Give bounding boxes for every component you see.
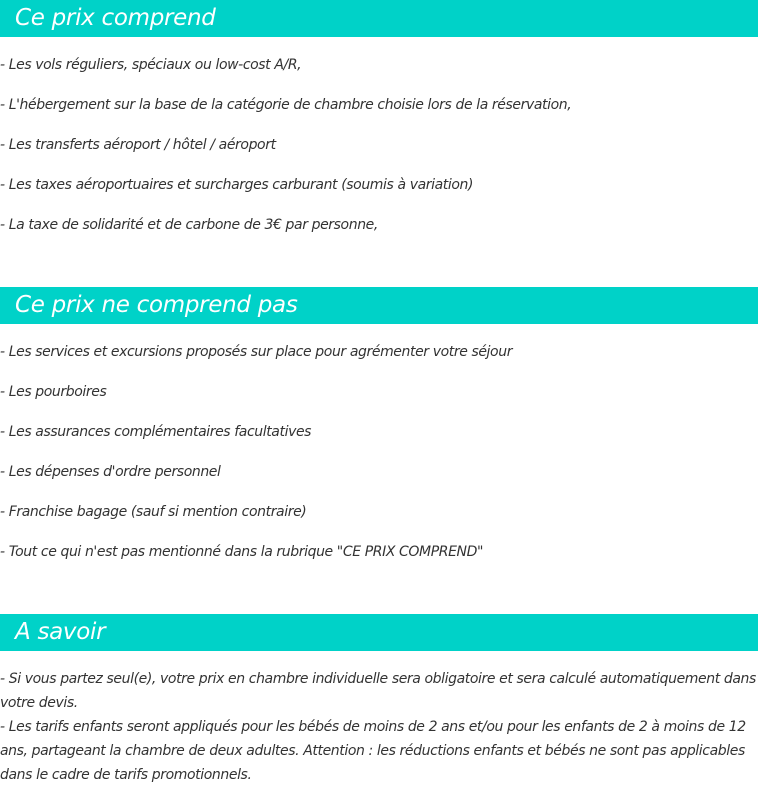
list-item: - Les vols réguliers, spéciaux ou low-cost A/R, bbox=[0, 57, 302, 73]
paragraph-single-traveler: - Si vous partez seul(e), votre prix en chambre individuelle sera obligatoire et sera calculé automatiquement dans votre devis. bbox=[0, 671, 756, 711]
list-item: - Les taxes aéroportuaires et surcharges carburant (soumis à variation) bbox=[0, 177, 474, 193]
list-item: - L'hébergement sur la base de la catégorie de chambre choisie lors de la réservation, bbox=[0, 97, 572, 113]
paragraph-child-rates: - Les tarifs enfants seront appliqués pour les bébés de moins de 2 ans et/ou pour les enfants de 2 à moins de 12 ans, partageant la chambre de deux adultes. Attention : les réductions enfants et bébés ne sont pas applicables dans le cadre de tarifs promotionnels. bbox=[0, 719, 746, 783]
list-item: - Tout ce qui n'est pas mentionné dans la rubrique "CE PRIX COMPREND" bbox=[0, 544, 484, 560]
list-item: - Franchise bagage (sauf si mention contraire) bbox=[0, 504, 307, 520]
list-item: - Les pourboires bbox=[0, 384, 107, 400]
list-item: - Les services et excursions proposés sur place pour agrémenter votre séjour bbox=[0, 344, 513, 360]
section-title: A savoir bbox=[15, 619, 106, 645]
section-title: Ce prix comprend bbox=[15, 5, 216, 31]
list-item: - Les assurances complémentaires facultatives bbox=[0, 424, 312, 440]
list-item: - Les dépenses d'ordre personnel bbox=[0, 464, 221, 480]
section-title: Ce prix ne comprend pas bbox=[15, 292, 298, 318]
section-header-good-to-know bbox=[0, 614, 758, 651]
section-header-not-included bbox=[0, 287, 758, 324]
list-item: - Les transferts aéroport / hôtel / aéroport bbox=[0, 137, 276, 153]
list-item: - La taxe de solidarité et de carbone de 3€ par personne, bbox=[0, 217, 378, 233]
section-header-included bbox=[0, 0, 758, 37]
